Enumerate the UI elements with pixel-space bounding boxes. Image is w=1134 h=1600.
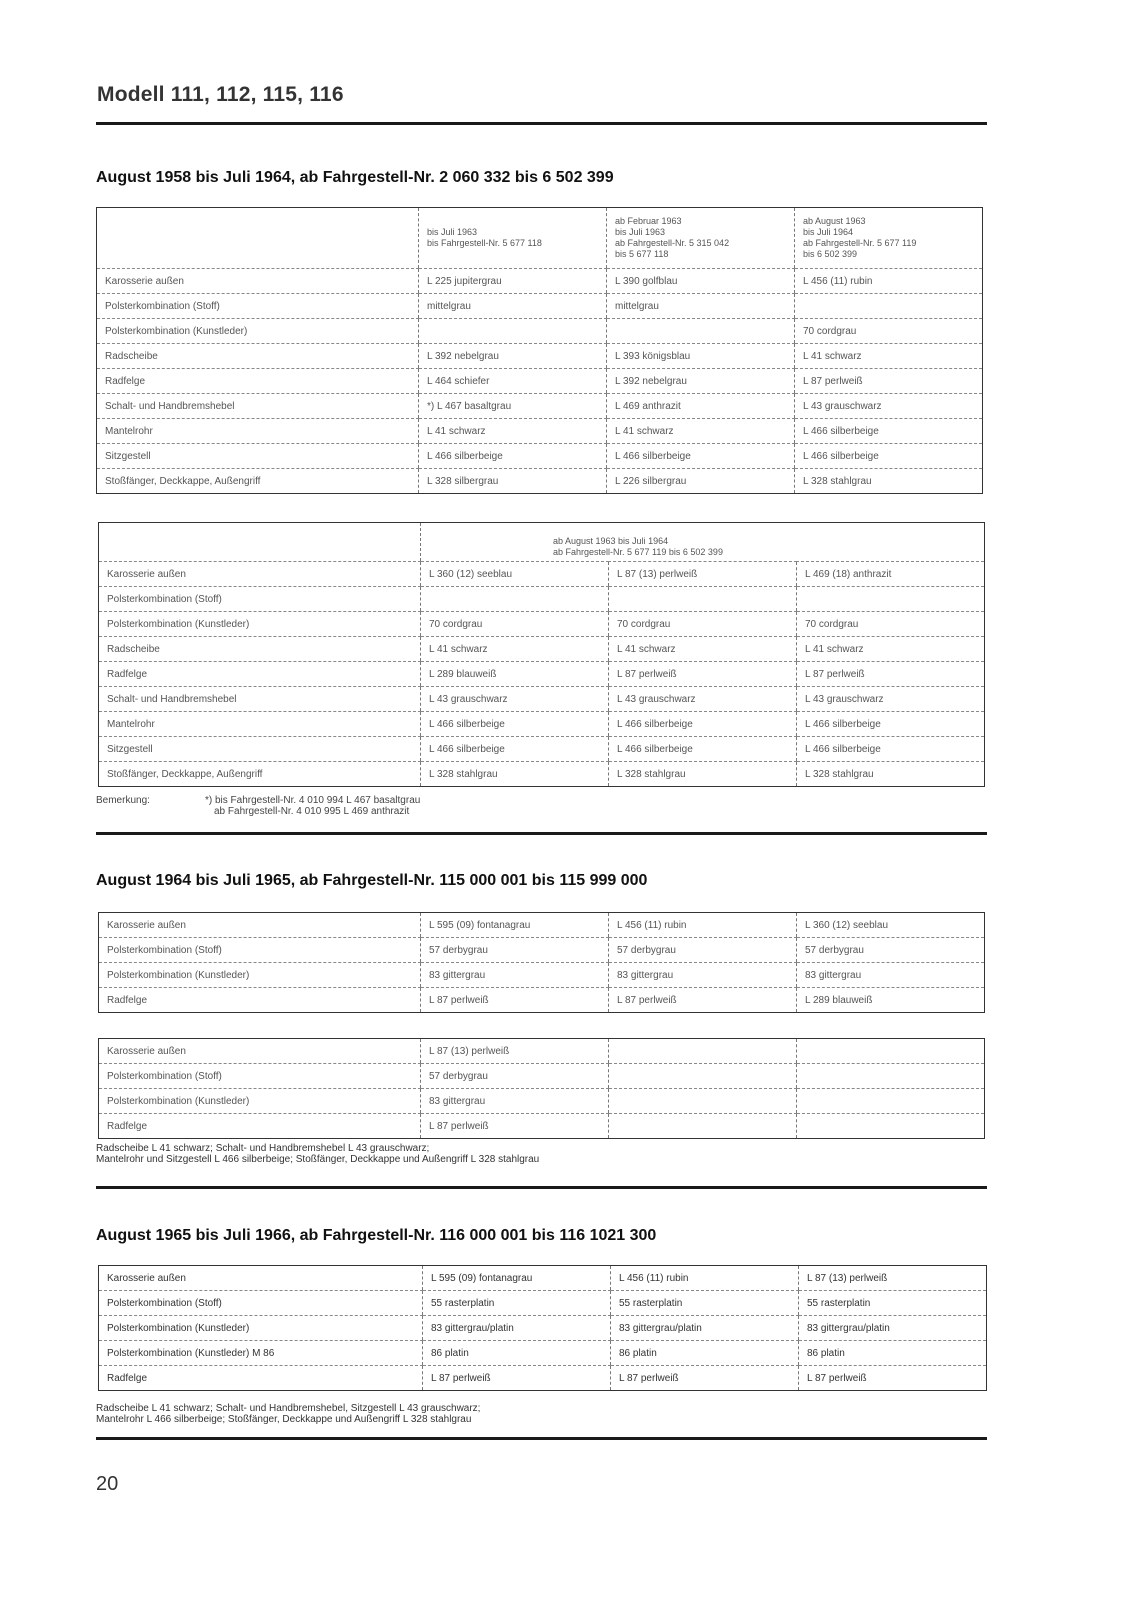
- table-cell: L 87 perlweiß: [799, 1366, 987, 1391]
- row-label: Stoßfänger, Deckkappe, Außengriff: [99, 762, 421, 787]
- table-cell: L 466 silberbeige: [607, 444, 795, 469]
- table-cell: L 469 (18) anthrazit: [797, 562, 985, 587]
- row-label: Radfelge: [99, 662, 421, 687]
- table-cell: L 87 perlweiß: [797, 662, 985, 687]
- table-cell: 83 gittergrau: [609, 963, 797, 988]
- table-row: [99, 737, 985, 762]
- table-cell: L 87 perlweiß: [423, 1366, 611, 1391]
- color-table: [98, 1265, 987, 1391]
- table-cell: L 466 silberbeige: [609, 737, 797, 762]
- table-cell: L 43 grauschwarz: [421, 687, 609, 712]
- table-cell: 83 gittergrau: [421, 1089, 609, 1114]
- table-row: [99, 562, 985, 587]
- table-cell: L 289 blauweiß: [797, 988, 985, 1013]
- table-cell: L 87 perlweiß: [609, 988, 797, 1013]
- section-note: Radscheibe L 41 schwarz; Schalt- und Handbremshebel, Sitzgestell L 43 grauschwarz; Mantelrohr L 466 silberbeige; Stoßfänger, Deckkappe und Außengriff L 328 stahlgrau: [96, 1403, 481, 1425]
- table-cell: L 390 golfblau: [607, 269, 795, 294]
- table-cell: 55 rasterplatin: [611, 1291, 799, 1316]
- table-row: [97, 469, 983, 494]
- table-row: [99, 1366, 987, 1391]
- table-row: [99, 612, 985, 637]
- table-cell: L 328 silbergrau: [419, 469, 607, 494]
- table-cell: 57 derbygrau: [421, 1064, 609, 1089]
- color-table: [98, 1038, 985, 1139]
- table-row: [99, 687, 985, 712]
- table-cell: L 87 (13) perlweiß: [421, 1039, 609, 1064]
- row-label: Polsterkombination (Stoff): [99, 938, 421, 963]
- divider: [96, 832, 987, 835]
- row-label: Schalt- und Handbremshebel: [97, 394, 419, 419]
- row-label: Radfelge: [99, 1114, 421, 1139]
- table-cell: [609, 1039, 797, 1064]
- table-cell: L 466 silberbeige: [795, 419, 983, 444]
- table-row: [99, 963, 985, 988]
- row-label: Polsterkombination (Kunstleder): [99, 1089, 421, 1114]
- table-cell: L 393 königsblau: [607, 344, 795, 369]
- row-label: Sitzgestell: [97, 444, 419, 469]
- table-row: [97, 319, 983, 344]
- table-cell: L 466 silberbeige: [795, 444, 983, 469]
- divider: [96, 122, 987, 125]
- row-label: Mantelrohr: [99, 712, 421, 737]
- row-label: Karosserie außen: [99, 913, 421, 938]
- table-cell: 57 derbygrau: [797, 938, 985, 963]
- table-cell: [609, 1064, 797, 1089]
- remark-text: *) bis Fahrgestell-Nr. 4 010 994 L 467 basaltgrau ab Fahrgestell-Nr. 4 010 995 L 469 anthrazit: [205, 795, 421, 817]
- table-row: [99, 587, 985, 612]
- table-cell: L 226 silbergrau: [607, 469, 795, 494]
- table-header-row: [99, 523, 985, 562]
- table-cell: L 87 perlweiß: [795, 369, 983, 394]
- table-cell: L 456 (11) rubin: [611, 1266, 799, 1291]
- table-row: [97, 269, 983, 294]
- table-cell: L 289 blauweiß: [421, 662, 609, 687]
- table-cell: 83 gittergrau: [797, 963, 985, 988]
- table-cell: L 41 schwarz: [795, 344, 983, 369]
- table-cell: 55 rasterplatin: [423, 1291, 611, 1316]
- table-cell: 83 gittergrau: [421, 963, 609, 988]
- table-cell: 57 derbygrau: [421, 938, 609, 963]
- table-cell: L 360 (12) seeblau: [797, 913, 985, 938]
- table-cell: [797, 1114, 985, 1139]
- table-cell: 70 cordgrau: [421, 612, 609, 637]
- row-label: Polsterkombination (Stoff): [99, 1291, 423, 1316]
- table-cell: [797, 1089, 985, 1114]
- table-row: [97, 369, 983, 394]
- table-row: [99, 1089, 985, 1114]
- table-cell: 70 cordgrau: [795, 319, 983, 344]
- table-cell: L 456 (11) rubin: [795, 269, 983, 294]
- page-title: Modell 111, 112, 115, 116: [97, 83, 344, 106]
- row-label: Radscheibe: [99, 637, 421, 662]
- color-table: [98, 522, 985, 787]
- row-label: Polsterkombination (Stoff): [99, 1064, 421, 1089]
- table-cell: L 87 perlweiß: [421, 988, 609, 1013]
- remark-label: Bemerkung:: [96, 795, 150, 806]
- table-cell: 83 gittergrau/platin: [423, 1316, 611, 1341]
- table-cell: L 595 (09) fontanagrau: [423, 1266, 611, 1291]
- table-cell: 86 platin: [611, 1341, 799, 1366]
- row-label: Radscheibe: [97, 344, 419, 369]
- table-row: [99, 938, 985, 963]
- table-cell: L 466 silberbeige: [421, 737, 609, 762]
- table-cell: L 328 stahlgrau: [795, 469, 983, 494]
- table-cell: L 43 grauschwarz: [797, 687, 985, 712]
- table-row: [99, 1316, 987, 1341]
- row-label: Radfelge: [99, 1366, 423, 1391]
- table-cell: L 328 stahlgrau: [797, 762, 985, 787]
- table-cell: [421, 587, 609, 612]
- table-cell: L 87 (13) perlweiß: [799, 1266, 987, 1291]
- table-row: [99, 1266, 987, 1291]
- table-row: [99, 637, 985, 662]
- table-cell: [609, 1114, 797, 1139]
- table-cell: L 466 silberbeige: [609, 712, 797, 737]
- table-row: [99, 662, 985, 687]
- table-cell: 57 derbygrau: [609, 938, 797, 963]
- table-cell: 86 platin: [423, 1341, 611, 1366]
- divider: [96, 1437, 987, 1440]
- table-row: [99, 712, 985, 737]
- section-note: Radscheibe L 41 schwarz; Schalt- und Handbremshebel L 43 grauschwarz; Mantelrohr und Sitzgestell L 466 silberbeige; Stoßfänger, Deckkappe und Außengriff L 328 stahlgrau: [96, 1143, 540, 1165]
- row-label: Radfelge: [99, 988, 421, 1013]
- table-header-row: [97, 208, 983, 269]
- color-table: [96, 207, 983, 494]
- row-label: Polsterkombination (Stoff): [99, 587, 421, 612]
- table-cell: L 328 stahlgrau: [609, 762, 797, 787]
- section-title: August 1958 bis Juli 1964, ab Fahrgestell-Nr. 2 060 332 bis 6 502 399: [96, 169, 614, 186]
- table-cell: 83 gittergrau/platin: [611, 1316, 799, 1341]
- row-label: Karosserie außen: [99, 1039, 421, 1064]
- table-cell: L 466 silberbeige: [797, 712, 985, 737]
- table-cell: L 464 schiefer: [419, 369, 607, 394]
- row-label: Polsterkombination (Kunstleder): [99, 612, 421, 637]
- section-title: August 1964 bis Juli 1965, ab Fahrgestell-Nr. 115 000 001 bis 115 999 000: [96, 872, 648, 889]
- table-row: [99, 1341, 987, 1366]
- table-cell: L 225 jupitergrau: [419, 269, 607, 294]
- table-cell: L 595 (09) fontanagrau: [421, 913, 609, 938]
- page-number: 20: [96, 1473, 119, 1495]
- table-cell: 86 platin: [799, 1341, 987, 1366]
- table-cell: L 87 perlweiß: [611, 1366, 799, 1391]
- table-cell: L 87 (13) perlweiß: [609, 562, 797, 587]
- table-cell: L 41 schwarz: [607, 419, 795, 444]
- table-row: [97, 294, 983, 319]
- table-row: [99, 1064, 985, 1089]
- column-header: ab August 1963 bis Juli 1964 ab Fahrgestell-Nr. 5 677 119 bis 6 502 399: [795, 208, 983, 269]
- table-cell: L 456 (11) rubin: [609, 913, 797, 938]
- table-cell: L 87 perlweiß: [609, 662, 797, 687]
- table-cell: [419, 319, 607, 344]
- divider: [96, 1186, 987, 1189]
- table-row: [99, 1291, 987, 1316]
- column-header: bis Juli 1963 bis Fahrgestell-Nr. 5 677 118: [419, 208, 607, 269]
- table-cell: [797, 1039, 985, 1064]
- table-cell: L 87 perlweiß: [421, 1114, 609, 1139]
- row-label: Polsterkombination (Kunstleder): [99, 963, 421, 988]
- row-label: Karosserie außen: [99, 562, 421, 587]
- table-cell: L 43 grauschwarz: [609, 687, 797, 712]
- row-label: Mantelrohr: [97, 419, 419, 444]
- table-row: [99, 1114, 985, 1139]
- table-cell: L 466 silberbeige: [797, 737, 985, 762]
- column-header: ab Februar 1963 bis Juli 1963 ab Fahrgestell-Nr. 5 315 042 bis 5 677 118: [607, 208, 795, 269]
- table-cell: L 328 stahlgrau: [421, 762, 609, 787]
- table-cell: L 469 anthrazit: [607, 394, 795, 419]
- table-cell: L 392 nebelgrau: [419, 344, 607, 369]
- row-label: Radfelge: [97, 369, 419, 394]
- table-cell: *) L 467 basaltgrau: [419, 394, 607, 419]
- table-cell: L 41 schwarz: [419, 419, 607, 444]
- row-label: Polsterkombination (Kunstleder): [99, 1316, 423, 1341]
- table-row: [99, 988, 985, 1013]
- table-cell: L 41 schwarz: [609, 637, 797, 662]
- table-row: [99, 913, 985, 938]
- table-cell: [797, 1064, 985, 1089]
- row-label: Sitzgestell: [99, 737, 421, 762]
- row-label: Schalt- und Handbremshebel: [99, 687, 421, 712]
- section-title: August 1965 bis Juli 1966, ab Fahrgestell-Nr. 116 000 001 bis 116 1021 300: [96, 1227, 657, 1244]
- table-cell: L 41 schwarz: [797, 637, 985, 662]
- row-label: Karosserie außen: [97, 269, 419, 294]
- table-cell: L 41 schwarz: [421, 637, 609, 662]
- row-label: Polsterkombination (Kunstleder): [97, 319, 419, 344]
- table-row: [99, 762, 985, 787]
- row-label: Stoßfänger, Deckkappe, Außengriff: [97, 469, 419, 494]
- row-label: Karosserie außen: [99, 1266, 423, 1291]
- table-cell: L 360 (12) seeblau: [421, 562, 609, 587]
- table-cell: L 466 silberbeige: [421, 712, 609, 737]
- table-cell: L 466 silberbeige: [419, 444, 607, 469]
- table-cell: mittelgrau: [419, 294, 607, 319]
- table-row: [97, 444, 983, 469]
- table-cell: 55 rasterplatin: [799, 1291, 987, 1316]
- table-cell: 83 gittergrau/platin: [799, 1316, 987, 1341]
- row-label: Polsterkombination (Stoff): [97, 294, 419, 319]
- table-row: [97, 344, 983, 369]
- color-table: [98, 912, 985, 1013]
- table-cell: [795, 294, 983, 319]
- table-row: [99, 1039, 985, 1064]
- table-row: [97, 394, 983, 419]
- table-cell: [607, 319, 795, 344]
- column-header: ab August 1963 bis Juli 1964 ab Fahrgestell-Nr. 5 677 119 bis 6 502 399: [421, 523, 985, 562]
- table-cell: [609, 587, 797, 612]
- table-cell: [797, 587, 985, 612]
- table-cell: 70 cordgrau: [797, 612, 985, 637]
- table-row: [97, 419, 983, 444]
- table-cell: [609, 1089, 797, 1114]
- table-cell: L 43 grauschwarz: [795, 394, 983, 419]
- table-cell: mittelgrau: [607, 294, 795, 319]
- table-cell: L 392 nebelgrau: [607, 369, 795, 394]
- table-cell: 70 cordgrau: [609, 612, 797, 637]
- row-label: Polsterkombination (Kunstleder) M 86: [99, 1341, 423, 1366]
